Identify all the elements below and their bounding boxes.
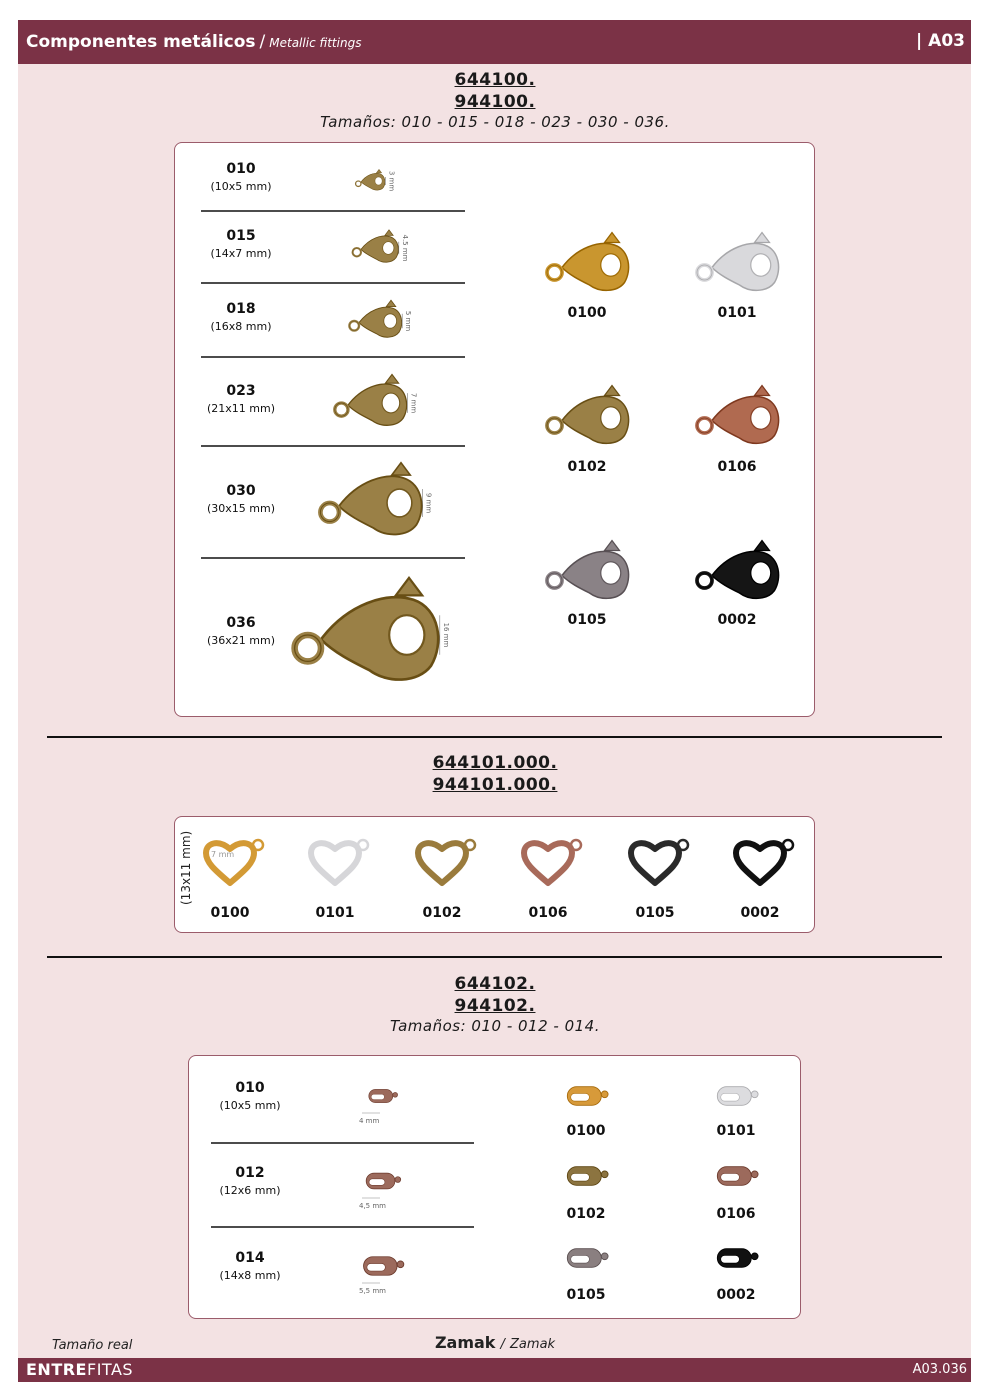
size-code: 012: [235, 1165, 265, 1181]
measure-label: 4 mm: [359, 1117, 380, 1125]
size-code: 010: [226, 161, 256, 177]
product-code-2a: 644101.000.: [432, 753, 558, 773]
clasp-illustrations-1: [175, 143, 816, 718]
measure-label: 7 mm: [409, 392, 418, 414]
barrel-clasp-size-014: [364, 1257, 404, 1275]
lobster-clasp-finish-0102: [547, 386, 629, 444]
size-code: 036: [226, 615, 256, 631]
finish-code: 0102: [566, 1206, 606, 1222]
measure-label: 5 mm: [404, 310, 413, 332]
finish-code: 0002: [717, 612, 757, 628]
measure-label: 3 mm: [387, 170, 396, 192]
heart-clasp-0100: [206, 840, 263, 883]
lobster-clasp-finish-0100: [547, 233, 629, 291]
material-label: Zamak / Zamak: [434, 1333, 556, 1352]
size-dimension: (16x8 mm): [210, 320, 272, 333]
section-rule-2: [47, 956, 942, 958]
product-code-3a: 644102.: [454, 974, 536, 994]
barrel-clasp-finish-0002: [717, 1249, 758, 1268]
lobster-clasp-size-015: [353, 230, 399, 262]
heart-clasp-0105: [631, 840, 688, 883]
finish-code: 0106: [528, 905, 568, 921]
page-title: [26, 32, 361, 52]
measure-label: 9 mm: [424, 492, 433, 514]
product-code-1a: 644100.: [454, 70, 536, 90]
size-code: 030: [226, 483, 256, 499]
finish-code: 0002: [716, 1287, 756, 1303]
barrel-clasp-finish-0100: [567, 1087, 608, 1106]
heart-clasp-0106: [524, 840, 581, 883]
lobster-clasp-size-023: [335, 374, 407, 425]
finish-code: 0101: [716, 1123, 756, 1139]
finish-code: 0100: [567, 305, 607, 321]
size-dimension: (36x21 mm): [206, 634, 276, 647]
finish-code: 0106: [716, 1206, 756, 1222]
title-separator: /: [259, 32, 266, 52]
heart-measure: 7 mm: [211, 850, 235, 859]
size-dimension: (14x8 mm): [219, 1269, 281, 1282]
title-es: Componentes metálicos: [26, 32, 256, 52]
heart-clasp-0101: [311, 840, 368, 883]
barrel-clasp-size-010: [369, 1089, 398, 1102]
header-bar: [18, 20, 971, 64]
size-dimension: (21x11 mm): [206, 402, 276, 415]
product-code-3b: 944102.: [454, 996, 536, 1016]
lobster-clasp-size-036: [295, 578, 439, 680]
heart-clasp-0102: [418, 840, 475, 883]
footer-bar: [18, 1358, 971, 1382]
size-dimension: (14x7 mm): [210, 247, 272, 260]
finish-code: 0102: [567, 459, 607, 475]
heart-clasp-0002: [736, 840, 793, 883]
size-dimension: (10x5 mm): [210, 180, 272, 193]
sizes-text-1: Tamaños: 010 - 015 - 018 - 023 - 030 - 036.: [320, 113, 670, 131]
lobster-clasp-size-018: [349, 300, 401, 337]
size-code: 014: [235, 1250, 265, 1266]
finish-code: 0100: [566, 1123, 606, 1139]
measure-label: 16 mm: [441, 622, 450, 648]
finish-code: 0100: [210, 905, 250, 921]
barrel-clasp-finish-0101: [717, 1087, 758, 1106]
barrel-clasp-finish-0102: [567, 1167, 608, 1186]
lobster-clasp-finish-0101: [697, 233, 779, 291]
finish-code: 0105: [567, 612, 607, 628]
size-dimension: (10x5 mm): [219, 1099, 281, 1112]
title-en: Metallic fittings: [269, 36, 362, 50]
measure-label: 4,5 mm: [359, 1202, 386, 1210]
barrel-clasp-finish-0105: [567, 1249, 608, 1268]
lobster-clasp-size-030: [320, 463, 421, 535]
size-dimension: (12x6 mm): [219, 1184, 281, 1197]
finish-code: 0105: [635, 905, 675, 921]
measure-label: 5,5 mm: [359, 1287, 386, 1295]
finish-code: 0105: [566, 1287, 606, 1303]
brand-logo: ENTREFITAS: [26, 1360, 134, 1379]
finish-code: 0102: [422, 905, 462, 921]
lobster-clasp-finish-0002: [697, 541, 779, 599]
section-rule-1: [47, 736, 942, 738]
barrel-clasp-illustrations: [189, 1056, 802, 1320]
finish-code: 0002: [740, 905, 780, 921]
size-code: 010: [235, 1080, 265, 1096]
size-dimension: (30x15 mm): [206, 502, 276, 515]
sizes-text-3: Tamaños: 010 - 012 - 014.: [390, 1017, 600, 1035]
real-size-note: Tamaño real: [52, 1338, 133, 1353]
lobster-clasp-finish-0105: [547, 541, 629, 599]
section-code: | A03: [916, 31, 965, 51]
measure-label: 4.5 mm: [400, 234, 409, 262]
size-code: 018: [226, 301, 256, 317]
product-box-2: [174, 816, 815, 933]
lobster-clasp-finish-0106: [697, 386, 779, 444]
barrel-clasp-finish-0106: [717, 1167, 758, 1186]
product-box-1: [174, 142, 815, 717]
product-code-2b: 944101.000.: [432, 775, 558, 795]
heart-clasp-illustrations: [175, 817, 816, 934]
finish-code: 0101: [315, 905, 355, 921]
size-code: 015: [226, 228, 256, 244]
barrel-clasp-size-012: [366, 1173, 401, 1189]
finish-code: 0101: [717, 305, 757, 321]
heart-size-label: (13x11 mm): [179, 830, 193, 905]
size-code: 023: [226, 383, 256, 399]
page-number: A03.036: [912, 1362, 967, 1377]
finish-code: 0106: [717, 459, 757, 475]
product-box-3: [188, 1055, 801, 1319]
product-code-1b: 944100.: [454, 92, 536, 112]
lobster-clasp-size-010: [356, 169, 385, 190]
